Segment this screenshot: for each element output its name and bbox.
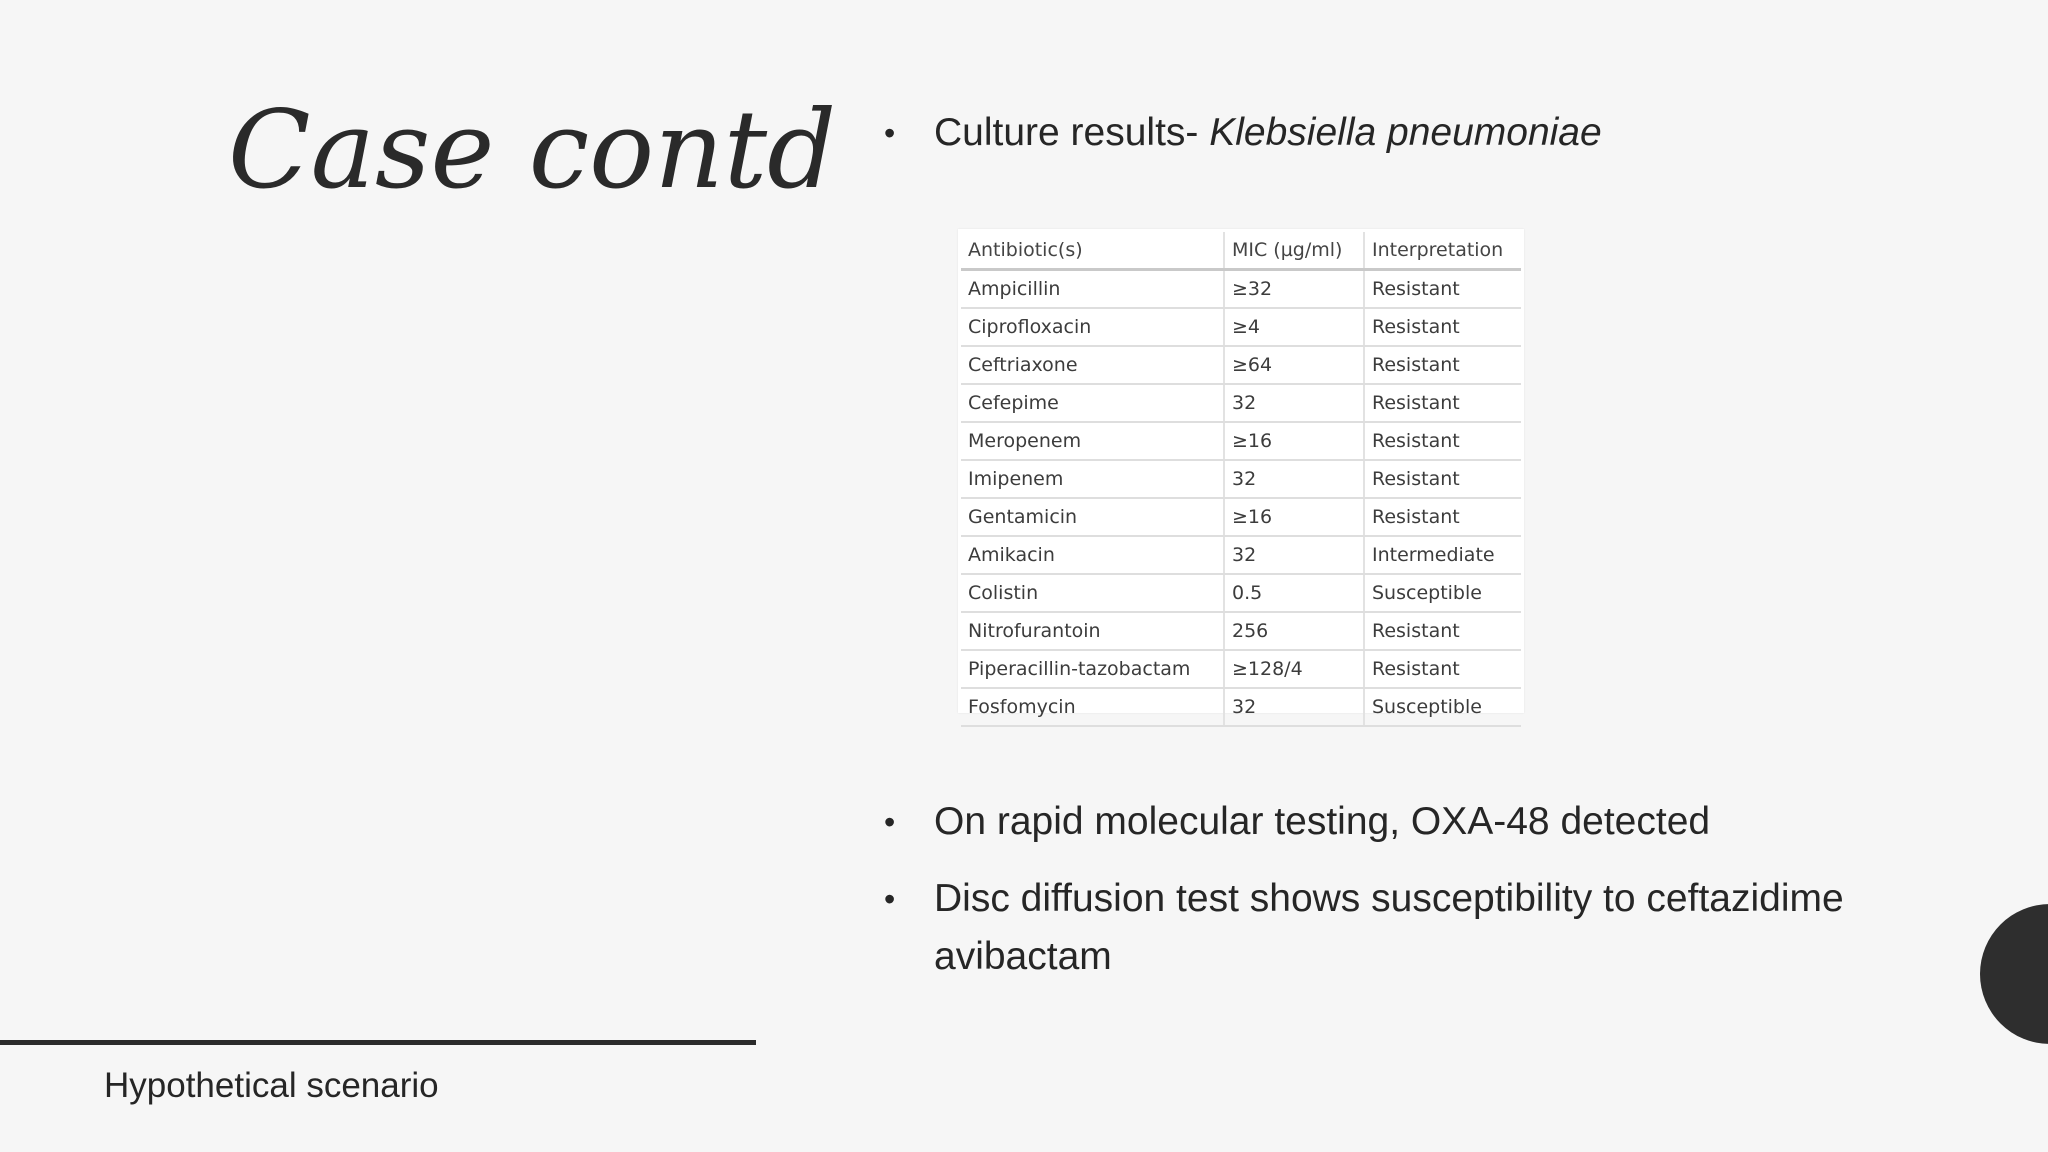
slide-title: Case contd — [228, 88, 837, 213]
decorative-circle — [1980, 904, 2048, 1044]
bullet-marker: • — [884, 881, 896, 917]
interpretation-cell: Resistant — [1364, 308, 1521, 346]
table-row — [961, 688, 1521, 726]
mic-cell: 32 — [1224, 688, 1364, 726]
table-row — [961, 574, 1521, 612]
interpretation-cell: Resistant — [1364, 270, 1521, 309]
interpretation-cell: Resistant — [1364, 422, 1521, 460]
organism-name: Klebsiella pneumoniae — [1209, 111, 1602, 154]
mic-cell: ≥16 — [1224, 498, 1364, 536]
mic-cell: ≥4 — [1224, 308, 1364, 346]
antibiotic-cell: Amikacin — [961, 536, 1224, 574]
antibiotic-cell: Imipenem — [961, 460, 1224, 498]
interpretation-cell: Resistant — [1364, 650, 1521, 688]
interpretation-cell: Resistant — [1364, 498, 1521, 536]
mic-cell: 32 — [1224, 536, 1364, 574]
antibiotic-cell: Cefepime — [961, 384, 1224, 422]
antibiotic-cell: Meropenem — [961, 422, 1224, 460]
mic-cell: ≥16 — [1224, 422, 1364, 460]
mic-cell: 0.5 — [1224, 574, 1364, 612]
table-row — [961, 308, 1521, 346]
interpretation-cell: Susceptible — [1364, 688, 1521, 726]
table-row — [961, 650, 1521, 688]
antibiotic-cell: Fosfomycin — [961, 688, 1224, 726]
mic-cell: 256 — [1224, 612, 1364, 650]
antibiotic-cell: Colistin — [961, 574, 1224, 612]
header-antibiotic: Antibiotic(s) — [961, 232, 1224, 270]
interpretation-cell: Susceptible — [1364, 574, 1521, 612]
bullet-marker: • — [884, 804, 896, 840]
antibiotic-cell: Gentamicin — [961, 498, 1224, 536]
culture-prefix: Culture results- — [934, 111, 1210, 154]
mic-cell: ≥128/4 — [1224, 650, 1364, 688]
mic-cell: ≥32 — [1224, 270, 1364, 309]
footer-text: Hypothetical scenario — [104, 1066, 439, 1105]
table-row — [961, 536, 1521, 574]
interpretation-cell: Intermediate — [1364, 536, 1521, 574]
antibiotic-cell: Piperacillin-tazobactam — [961, 650, 1224, 688]
antibiotic-cell: Ampicillin — [961, 270, 1224, 309]
mic-cell: ≥64 — [1224, 346, 1364, 384]
interpretation-cell: Resistant — [1364, 612, 1521, 650]
interpretation-cell: Resistant — [1364, 384, 1521, 422]
table-row — [961, 612, 1521, 650]
bullet-marker: • — [884, 115, 896, 151]
bullet-text — [934, 104, 1602, 162]
header-mic: MIC (µg/ml) — [1224, 232, 1364, 270]
interpretation-cell: Resistant — [1364, 460, 1521, 498]
table-row — [961, 460, 1521, 498]
header-interpretation: Interpretation — [1364, 232, 1521, 270]
antibiotic-cell: Ciprofloxacin — [961, 308, 1224, 346]
mic-cell: 32 — [1224, 384, 1364, 422]
mic-table — [961, 232, 1521, 727]
table-row — [961, 422, 1521, 460]
footer-divider — [0, 1040, 756, 1045]
table-row — [961, 384, 1521, 422]
bullet-text: Disc diffusion test shows susceptibility to ceftazidime avibactam — [934, 877, 1844, 978]
antibiotic-cell: Nitrofurantoin — [961, 612, 1224, 650]
table-header-row — [961, 232, 1521, 270]
table-row — [961, 498, 1521, 536]
interpretation-cell: Resistant — [1364, 346, 1521, 384]
bullet-text: On rapid molecular testing, OXA-48 detected — [934, 800, 1711, 843]
table-row — [961, 346, 1521, 384]
mic-table-image — [958, 229, 1524, 718]
antibiotic-cell: Ceftriaxone — [961, 346, 1224, 384]
mic-cell: 32 — [1224, 460, 1364, 498]
table-row — [961, 270, 1521, 309]
